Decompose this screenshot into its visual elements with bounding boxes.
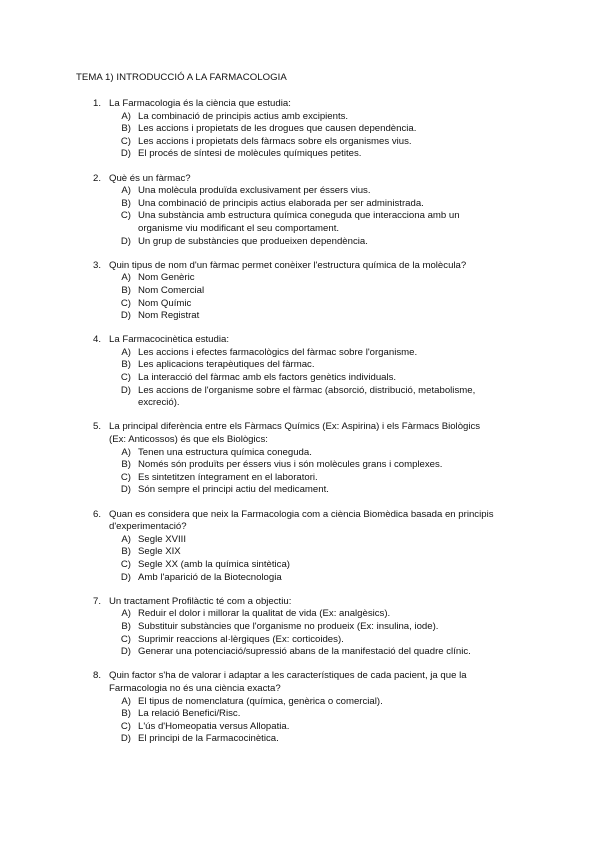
option-letter: D) [120, 484, 131, 496]
answer-option [0, 721, 600, 734]
option-text: Nom Comercial [138, 284, 205, 296]
question-3 [0, 260, 600, 323]
answer-option [0, 572, 600, 585]
question-list [0, 98, 600, 757]
option-text: Un grup de substàncies que produeixen dependència. [138, 235, 368, 247]
option-letter: C) [120, 372, 131, 384]
question-text: Un tractament Profilàctic té com a objectiu: [109, 595, 292, 607]
answer-option [0, 385, 600, 410]
option-letter: A) [121, 533, 131, 545]
option-letter: D) [120, 310, 131, 322]
answer-option [0, 696, 600, 709]
question-number: 8. [92, 670, 101, 682]
option-text: Suprimir reaccions al·lèrgiques (Ex: corticoides). [138, 633, 344, 645]
answer-option [0, 185, 600, 198]
option-letter: B) [121, 620, 131, 632]
option-text: Les aplicacions terapèutiques del fàrmac. [138, 359, 315, 371]
option-letter: A) [121, 346, 131, 358]
question-number: 4. [92, 334, 101, 346]
option-letter: A) [121, 110, 131, 122]
question-8 [0, 670, 600, 746]
option-text: Nom Registrat [138, 310, 200, 322]
question-6 [0, 509, 600, 585]
answer-option [0, 608, 600, 621]
option-text: Tenen una estructura química coneguda. [138, 446, 312, 458]
option-letter: B) [121, 123, 131, 135]
option-text: Substituir substàncies que l'organisme no produeix (Ex: insulina, iode). [138, 620, 439, 632]
answer-option [0, 236, 600, 249]
answer-option [0, 621, 600, 634]
option-text: Generar una potenciació/supressió abans de la manifestació del quadre clínic. [138, 646, 471, 658]
answer-option [0, 298, 600, 311]
answer-option [0, 708, 600, 721]
option-text: L'ús d'Homeopatia versus Allopatia. [138, 720, 290, 732]
question-row [0, 98, 600, 111]
option-letter: D) [120, 646, 131, 658]
option-text: Nom Genèric [138, 272, 195, 284]
option-text: Les accions i propietats dels fàrmacs sobre els organismes vius. [138, 135, 412, 147]
option-text: El principi de la Farmacocinètica. [138, 733, 279, 745]
question-4 [0, 334, 600, 410]
question-number: 3. [92, 259, 101, 271]
option-letter: D) [120, 384, 131, 396]
option-text: Amb l'aparició de la Biotecnologia [138, 571, 282, 583]
question-text: La Farmacocinètica estudia: [109, 334, 229, 346]
question-row [0, 596, 600, 609]
answer-option [0, 459, 600, 472]
question-text: Quan es considera que neix la Farmacologia com a ciència Biomèdica basada en principis d'experimentació? [109, 508, 494, 533]
option-text: Les accions i propietats de les drogues que causen dependència. [138, 123, 417, 135]
answer-option [0, 111, 600, 124]
option-letter: C) [120, 720, 131, 732]
question-number: 2. [92, 172, 101, 184]
answer-option [0, 484, 600, 497]
answer-option [0, 559, 600, 572]
option-text: El procés de síntesi de molècules químiques petites. [138, 148, 362, 160]
option-letter: C) [120, 135, 131, 147]
option-text: La interacció del fàrmac amb els factors genètics individuals. [138, 372, 397, 384]
answer-option [0, 546, 600, 559]
option-text: La combinació de principis actius amb excipients. [138, 110, 349, 122]
option-text: El tipus de nomenclatura (química, genèrica o comercial). [138, 695, 383, 707]
answer-option [0, 634, 600, 647]
question-number: 6. [92, 508, 101, 520]
answer-option [0, 123, 600, 136]
option-letter: B) [121, 546, 131, 558]
question-row [0, 173, 600, 186]
option-letter: C) [120, 210, 131, 222]
option-letter: B) [121, 708, 131, 720]
answer-option [0, 285, 600, 298]
question-text: Què és un fàrmac? [109, 172, 191, 184]
option-letter: C) [120, 297, 131, 309]
option-text: La relació Benefici/Risc. [138, 708, 241, 720]
option-letter: A) [121, 272, 131, 284]
option-text: Nom Químic [138, 297, 192, 309]
option-letter: B) [121, 359, 131, 371]
answer-option [0, 534, 600, 547]
question-text: Quin tipus de nom d'un fàrmac permet conèixer l'estructura química de la molècula? [109, 259, 467, 271]
option-letter: D) [120, 148, 131, 160]
question-row [0, 509, 600, 534]
answer-option [0, 136, 600, 149]
option-letter: A) [121, 185, 131, 197]
option-text: Segle XIX [138, 546, 181, 558]
option-text: Segle XVIII [138, 533, 186, 545]
option-text: Una substància amb estructura química coneguda que interacciona amb un organisme viu modificant el seu comportament. [138, 210, 460, 234]
question-text: La principal diferència entre els Fàrmacs Químics (Ex: Aspirina) i els Fàrmacs Biològics (Ex: Anticossos) és que els Biològics: [109, 421, 481, 446]
option-letter: D) [120, 733, 131, 745]
option-letter: B) [121, 197, 131, 209]
option-text: Una molècula produïda exclusivament per éssers vius. [138, 185, 371, 197]
question-number: 1. [92, 98, 101, 109]
answer-option [0, 272, 600, 285]
question-number: 7. [92, 595, 101, 607]
option-letter: B) [121, 284, 131, 296]
option-text: Són sempre el principi actiu del medicament. [138, 484, 329, 496]
question-row [0, 260, 600, 273]
option-letter: D) [120, 235, 131, 247]
option-text: Reduir el dolor i millorar la qualitat de vida (Ex: analgèsics). [138, 608, 391, 620]
question-row [0, 421, 600, 446]
question-text: La Farmacologia és la ciència que estudia: [109, 98, 291, 109]
answer-option [0, 210, 600, 235]
question-2 [0, 173, 600, 249]
question-text: Quin factor s'ha de valorar i adaptar a les característiques de cada pacient, ja que la Farmacologia no és una ciència exacta? [109, 670, 467, 694]
option-text: Només són produïts per éssers vius i són molècules grans i complexes. [138, 459, 443, 471]
answer-option [0, 148, 600, 161]
question-1 [0, 98, 600, 161]
answer-option [0, 733, 600, 746]
option-text: Les accions i efectes farmacològics del fàrmac sobre l'organisme. [138, 346, 418, 358]
answer-option [0, 447, 600, 460]
option-letter: C) [120, 471, 131, 483]
question-number: 5. [92, 421, 101, 433]
answer-option [0, 347, 600, 360]
question-row [0, 334, 600, 347]
answer-option [0, 198, 600, 211]
answer-option [0, 359, 600, 372]
option-letter: A) [121, 695, 131, 707]
answer-option [0, 310, 600, 323]
answer-option [0, 372, 600, 385]
question-row [0, 670, 600, 695]
option-letter: A) [121, 608, 131, 620]
question-5 [0, 421, 600, 497]
option-text: Es sintetitzen íntegrament en el laboratori. [138, 471, 318, 483]
answer-option [0, 646, 600, 659]
document-title: TEMA 1) INTRODUCCIÓ A LA FARMACOLOGIA [76, 72, 287, 83]
option-text: Una combinació de principis actius elaborada per ser administrada. [138, 197, 424, 209]
option-letter: C) [120, 558, 131, 570]
option-letter: A) [121, 446, 131, 458]
option-text: Segle XX (amb la química sintètica) [138, 558, 290, 570]
option-text: Les accions de l'organisme sobre el fàrmac (absorció, distribució, metabolisme, excreció). [138, 384, 476, 409]
answer-option [0, 472, 600, 485]
option-letter: C) [120, 633, 131, 645]
option-letter: D) [120, 571, 131, 583]
question-7 [0, 596, 600, 659]
option-letter: B) [121, 459, 131, 471]
